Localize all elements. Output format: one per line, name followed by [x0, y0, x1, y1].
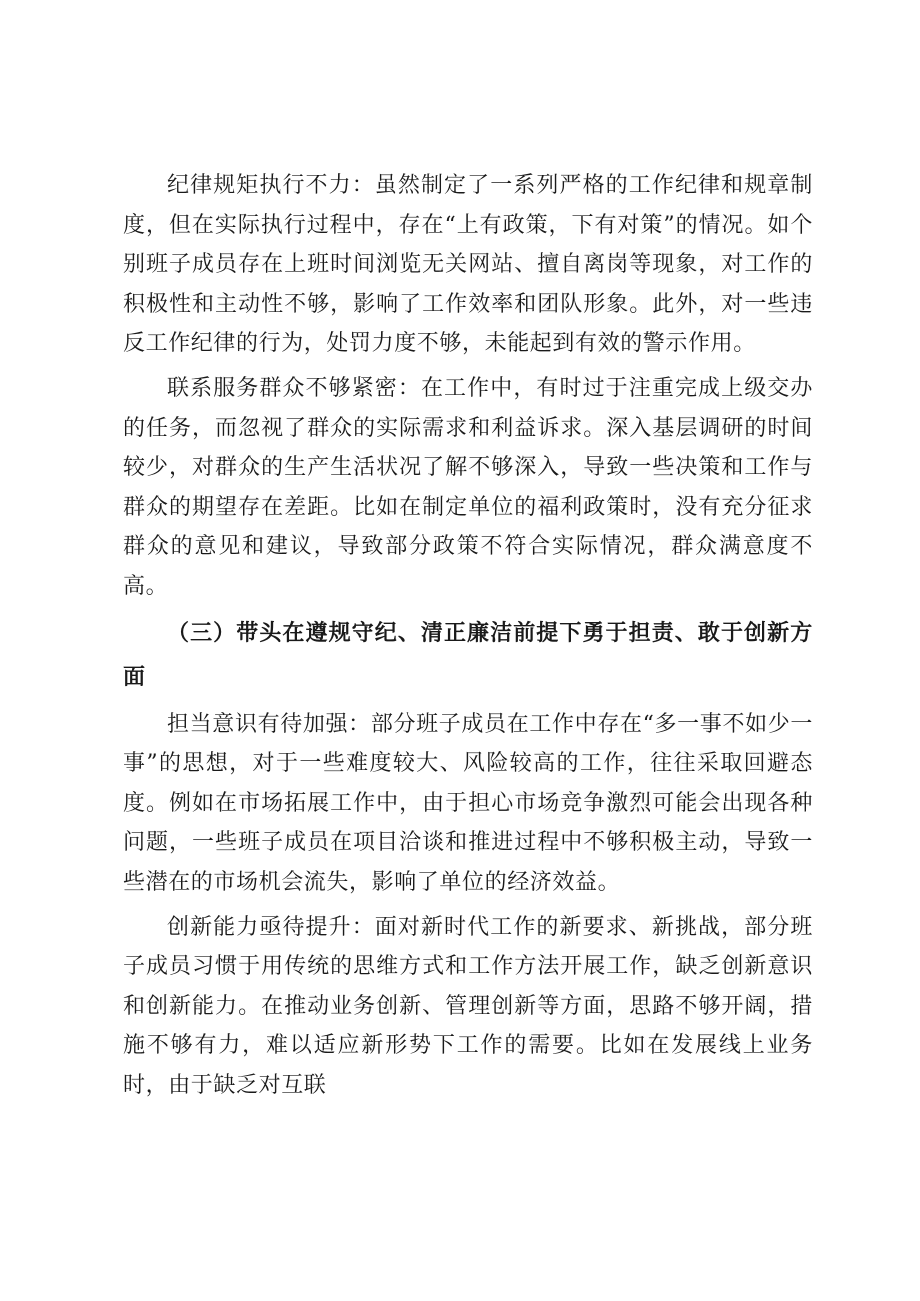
- paragraph-discipline-enforcement: 纪律规矩执行不力：虽然制定了一系列严格的工作纪律和规章制度，但在实际执行过程中，存在“上有政策，下有对策”的情况。如个别班子成员存在上班时间浏览无关网站、擅自离岗等现象，对工作的积极性和主动性不够，影响了工作效率和团队形象。此外，对一些违反工作纪律的行为，处罚力度不够，未能起到有效的警示作用。: [123, 173, 813, 357]
- document-body: [123, 166, 813, 1105]
- paragraph-responsibility-awareness: 担当意识有待加强：部分班子成员在工作中存在“多一事不如少一事”的思想，对于一些难度较大、风险较高的工作，往往采取回避态度。例如在市场拓展工作中，由于担心市场竞争激烈可能会出现各种问题，一些班子成员在项目洽谈和推进过程中不够积极主动，导致一些潜在的市场机会流失，影响了单位的经济效益。: [123, 711, 813, 895]
- paragraph-serving-masses: 联系服务群众不够紧密：在工作中，有时过于注重完成上级交办的任务，而忽视了群众的实际需求和利益诉求。深入基层调研的时间较少，对群众的生产生活状况了解不够深入，导致一些决策和工作与群众的期望存在差距。比如在制定单位的福利政策时，没有充分征求群众的意见和建议，导致部分政策不符合实际情况，群众满意度不高。: [123, 375, 813, 599]
- section-heading-three: （三）带头在遵规守纪、清正廉洁前提下勇于担责、敢于创新方面: [123, 620, 813, 690]
- paragraph-innovation-ability: 创新能力亟待提升：面对新时代工作的新要求、新挑战，部分班子成员习惯于用传统的思维方式和工作方法开展工作，缺乏创新意识和创新能力。在推动业务创新、管理创新等方面，思路不够开阔，措施不够有力，难以适应新形势下工作的需要。比如在发展线上业务时，由于缺乏对互联: [123, 914, 813, 1098]
